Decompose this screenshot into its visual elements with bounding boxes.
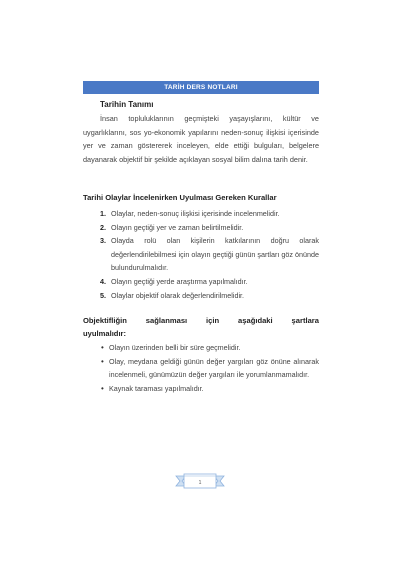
list-item-number: 5. bbox=[100, 290, 106, 300]
section-title-tarihin-tanimi: Tarihin Tanımı bbox=[100, 100, 154, 109]
title-line: uyulmalıdır: bbox=[83, 329, 127, 339]
title-word: Objektifliğin bbox=[83, 316, 127, 325]
bullet-item bbox=[83, 355, 319, 382]
list-item bbox=[83, 207, 319, 221]
header-banner: TARİH DERS NOTLARI bbox=[83, 81, 319, 94]
title-word: şartlara bbox=[291, 316, 319, 325]
list-item-text: Olaylar, neden-sonuç ilişkisi içerisinde incelenmelidir. bbox=[111, 209, 280, 218]
list-item bbox=[83, 275, 319, 289]
list-item-text: Olaylar objektif olarak değerlendirilmelidir. bbox=[111, 290, 245, 300]
paragraph-line: bulguları, belgelere dayanarak objektif bir şekilde açıklayan bbox=[83, 141, 319, 164]
list-item-number: 2. bbox=[100, 222, 106, 232]
section-title-rules: Tarihi Olaylar İncelenirken Uyulması Gereken Kurallar bbox=[83, 193, 277, 202]
page-number-badge bbox=[172, 470, 228, 492]
list-item bbox=[83, 289, 319, 303]
bullet-item bbox=[83, 382, 319, 396]
list-item bbox=[83, 234, 319, 275]
list-item-text: Olayın geçtiği yerde araştırma yapılmalıdır. bbox=[111, 276, 248, 286]
title-word: için bbox=[206, 316, 220, 325]
rules-numbered-list bbox=[83, 207, 319, 302]
section-title-objectivity bbox=[83, 314, 319, 340]
bullet-item bbox=[83, 341, 319, 355]
list-item-text: Olayda rolü olan kişilerin katkılarının doğru olarak değerlendirilebilmesi için olayın geçtiği günün şartları göz önünde bulundurulmalıdır. bbox=[111, 236, 319, 273]
list-item bbox=[83, 221, 319, 235]
page-number: 1 bbox=[198, 480, 202, 486]
bullet-icon: • bbox=[101, 356, 104, 366]
paragraph-line: sosyal bilim dalına tarih denir. bbox=[212, 154, 308, 164]
list-item-number: 1. bbox=[100, 209, 106, 218]
bullet-icon: • bbox=[101, 343, 104, 352]
paragraph-line: içerisinde yer ve zaman göstererek inceleyen, elde ettiği bbox=[83, 127, 319, 151]
paragraph-line: uygarlıklarını, sos yo-ekonomik yapılarını neden-sonuç ilişkisi bbox=[83, 127, 286, 137]
bullet-icon: • bbox=[101, 383, 104, 393]
list-item-number: 4. bbox=[100, 276, 106, 286]
title-word: sağlanması bbox=[145, 316, 188, 325]
title-word: aşağıdaki bbox=[238, 316, 273, 325]
objectivity-bullet-list bbox=[83, 341, 319, 395]
list-item-number: 3. bbox=[100, 236, 106, 246]
list-item-text: Olayın geçtiği yer ve zaman belirtilmelidir. bbox=[111, 222, 244, 232]
bullet-text: Olay, meydana geldiği günün değer yargıları göz önüne alınarak incelenmeli, günümüzün değer yargıları ile yorumlanmamalıdır. bbox=[109, 356, 319, 380]
bullet-text: Olayın üzerinden belli bir süre geçmelidir. bbox=[109, 343, 241, 352]
title-line bbox=[83, 314, 319, 327]
bullet-text: Kaynak taraması yapılmalıdır. bbox=[109, 383, 204, 393]
paragraph-line: İnsan topluluklarının geçmişteki yaşayışlarını, kültür ve bbox=[100, 114, 319, 123]
definition-paragraph bbox=[83, 112, 319, 166]
